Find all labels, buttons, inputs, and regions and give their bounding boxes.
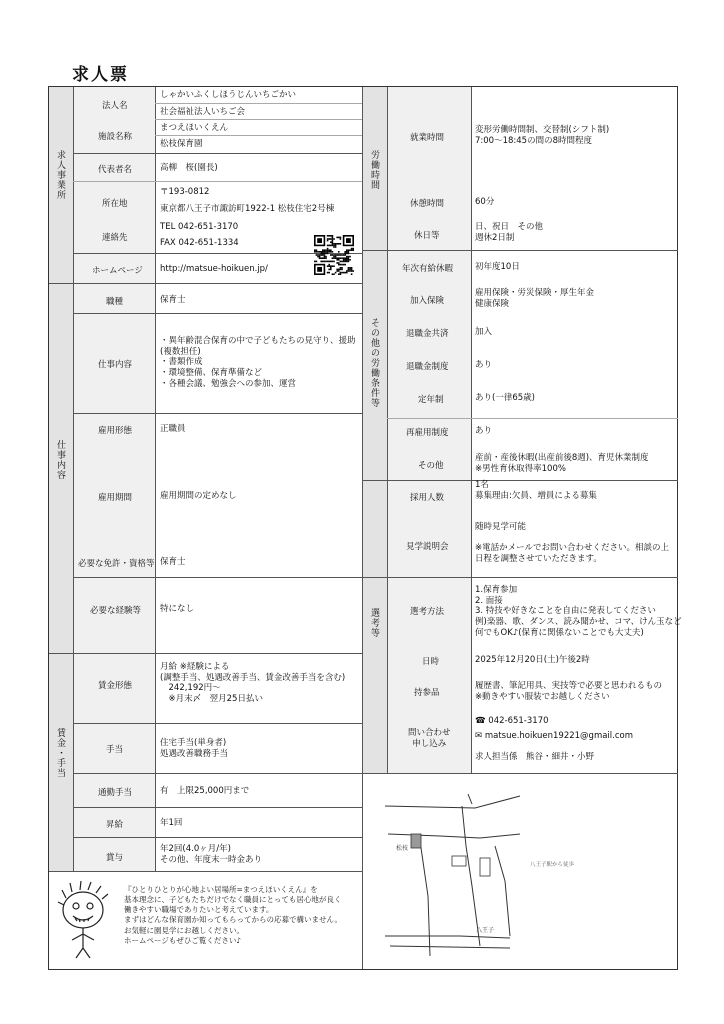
tsukin-label: 通勤手当 — [98, 788, 133, 798]
yukyu-label: 年次有給休暇 — [402, 264, 454, 274]
nichiji: 2025年12月20日(土)午後2時 — [475, 655, 590, 665]
shugyo: 変形労働時間制、交替制(シフト制) 7:00～18:45の間の8時間程度 — [475, 125, 610, 146]
kyosai: 加入 — [475, 327, 493, 337]
hoho: 1.保育参加 2. 面接 3. 特技や好きなことを自由に発表してください 例)楽器、歌、ダンス、読み聞かせ、コマ、けん玉など 何でもOK♪(保育に関係ないことでも大丈夫) — [475, 585, 682, 638]
sonota-label: その他 — [418, 461, 444, 471]
nursery-marker — [411, 834, 421, 848]
kyujitsu: 日、祝日 その他 週休2日制 — [475, 222, 544, 243]
map-access-note: 八王子駅から徒歩 — [530, 862, 575, 868]
hojin-name: 社会福祉法人いちご会 — [160, 107, 246, 117]
section-label-employer: 求人事業所 — [55, 150, 65, 200]
hoken-label: 加入保険 — [410, 296, 445, 306]
shugyo-label: 就業時間 — [410, 133, 445, 143]
hoho-label: 選考方法 — [410, 607, 445, 617]
tanto: 求人担当係 熊谷・細井・小野 — [475, 752, 595, 762]
saiyo: 1名 募集理由:欠員、増員による募集 — [475, 480, 597, 501]
shisetsu-kana: まつえほいくえん — [160, 123, 229, 133]
section-label-selection: 選考等 — [369, 608, 379, 638]
toiawase-label: 問い合わせ 申し込み — [408, 728, 451, 749]
shisetsu-name: 松枝保育園 — [160, 139, 203, 149]
toiawase-mail[interactable]: ✉ matsue.hoikuen19221@gmail.com — [475, 731, 634, 741]
postal-code: 〒193-0812 — [160, 187, 210, 197]
kyujitsu-label: 休日等 — [414, 231, 440, 241]
tsukin: 有 上限25,000円まで — [160, 786, 250, 796]
teinen-label: 定年制 — [418, 395, 444, 405]
jisan-label: 持参品 — [414, 688, 440, 698]
map-station-label: 八王子 — [476, 927, 495, 934]
taishoku-label: 退職金制度 — [406, 362, 449, 372]
kyosai-label: 退職金共済 — [406, 329, 449, 339]
kikan: 雇用期間の定めなし — [160, 491, 237, 501]
teate-label: 手当 — [106, 745, 124, 755]
section-label-wage: 賃金・手当 — [55, 728, 65, 778]
keitai: 正職員 — [160, 424, 186, 434]
kyukei-label: 休憩時間 — [410, 199, 445, 209]
kengaku-label: 見学説明会 — [406, 542, 449, 552]
section-label-job: 仕事内容 — [55, 440, 65, 480]
jisan: 履歴書、筆記用具、実技等で必要と思われるもの ※動きやすい服装でお越しください — [475, 681, 663, 702]
saikoyo-label: 再雇用制度 — [406, 428, 449, 438]
keitai-label: 雇用形態 — [98, 426, 133, 436]
saiyo-label: 採用人数 — [410, 493, 445, 503]
nichiji-label: 日時 — [422, 657, 440, 667]
shisetsu-label: 施設名称 — [98, 132, 133, 142]
promo-text: 『ひとりひとりが心地よい居場所=まつえほいくえん』を 基本理念に、子どもたちだけでなく職員にとっても居心地が良く 働きやすい職場でありたいと考えています。 まずはどんな保育園か知ってもらってからの応募で構いません。 お気軽に園見学にお越しください。 ホームページもぜひご覧ください♪ — [124, 885, 342, 945]
daihyo-label: 代表者名 — [98, 165, 133, 175]
hp-label: ホームページ — [92, 266, 143, 276]
section-label-other: その他の労働条件等 — [369, 318, 379, 408]
teinen: あり(一律65歳) — [475, 393, 535, 403]
address: 東京都八王子市諏訪町1922-1 松枝住宅2号棟 — [160, 204, 335, 214]
taishoku: あり — [475, 360, 493, 370]
shokyu-label: 昇給 — [106, 820, 124, 830]
daihyo-name: 高柳 桜(園長) — [160, 163, 218, 173]
chingin-keitai-label: 賃金形態 — [98, 681, 133, 691]
kyukei: 60分 — [475, 197, 495, 207]
page-title: 求人票 — [72, 65, 129, 85]
naiyo-label: 仕事内容 — [98, 360, 133, 370]
tel: TEL 042-651-3170 — [160, 222, 239, 232]
shokyu: 年1回 — [160, 818, 183, 828]
section-label-hours: 労働時間 — [369, 150, 379, 190]
kikan-label: 雇用期間 — [98, 493, 133, 503]
toiawase-tel: ☎ 042-651-3170 — [475, 716, 549, 726]
shoyo: 年2回(4.0ヶ月/年) その他、年度末一時金あり — [160, 844, 263, 865]
keiken: 特になし — [160, 604, 195, 614]
kengaku: 随時見学可能 ※電話かメールでお問い合わせください。相談の上 日程を調整させていただきます。 — [475, 522, 669, 564]
mascot-illustration — [56, 880, 114, 960]
chingin-keitai: 月給 ※経験による (調整手当、処遇改善手当、賃金改善手当を含む) 242,192円～ ※月末〆 翌月25日払い — [160, 662, 346, 704]
fax: FAX 042-651-1334 — [160, 238, 239, 248]
menkyo: 保育士 — [160, 557, 186, 567]
hoken: 雇用保険・労災保険・厚生年金 健康保険 — [475, 288, 595, 309]
renraku-label: 連絡先 — [102, 233, 128, 243]
hp-url[interactable]: http://matsue-hoikuen.jp/ — [160, 264, 268, 274]
hojin-kana: しゃかいふくしほうじんいちごかい — [160, 90, 297, 100]
hojin-label: 法人名 — [102, 101, 128, 111]
menkyo-label: 必要な免許・資格等 — [78, 559, 155, 569]
map-nursery-label: 松枝 — [396, 845, 409, 852]
teate: 住宅手当(単身者) 処遇改善職務手当 — [160, 738, 229, 759]
keiken-label: 必要な経験等 — [90, 606, 142, 616]
qr-code-icon — [314, 235, 354, 275]
shozai-label: 所在地 — [102, 199, 128, 209]
shoyo-label: 賞与 — [106, 853, 124, 863]
saikoyo: あり — [475, 426, 493, 436]
shokushu-label: 職種 — [106, 297, 124, 307]
shokushu: 保育士 — [160, 295, 186, 305]
yukyu: 初年度10日 — [475, 262, 520, 272]
naiyo: ・異年齢混合保育の中で子どもたちの見守り、援助 (複数担任) ・書類作成 ・環境整備、保育準備など ・各種会議、勉強会への参加、運営 — [160, 336, 356, 389]
sonota: 産前・産後休暇(出産前後8週)、育児休業制度 ※男性育休取得率100% — [475, 453, 649, 474]
access-map — [380, 786, 672, 964]
